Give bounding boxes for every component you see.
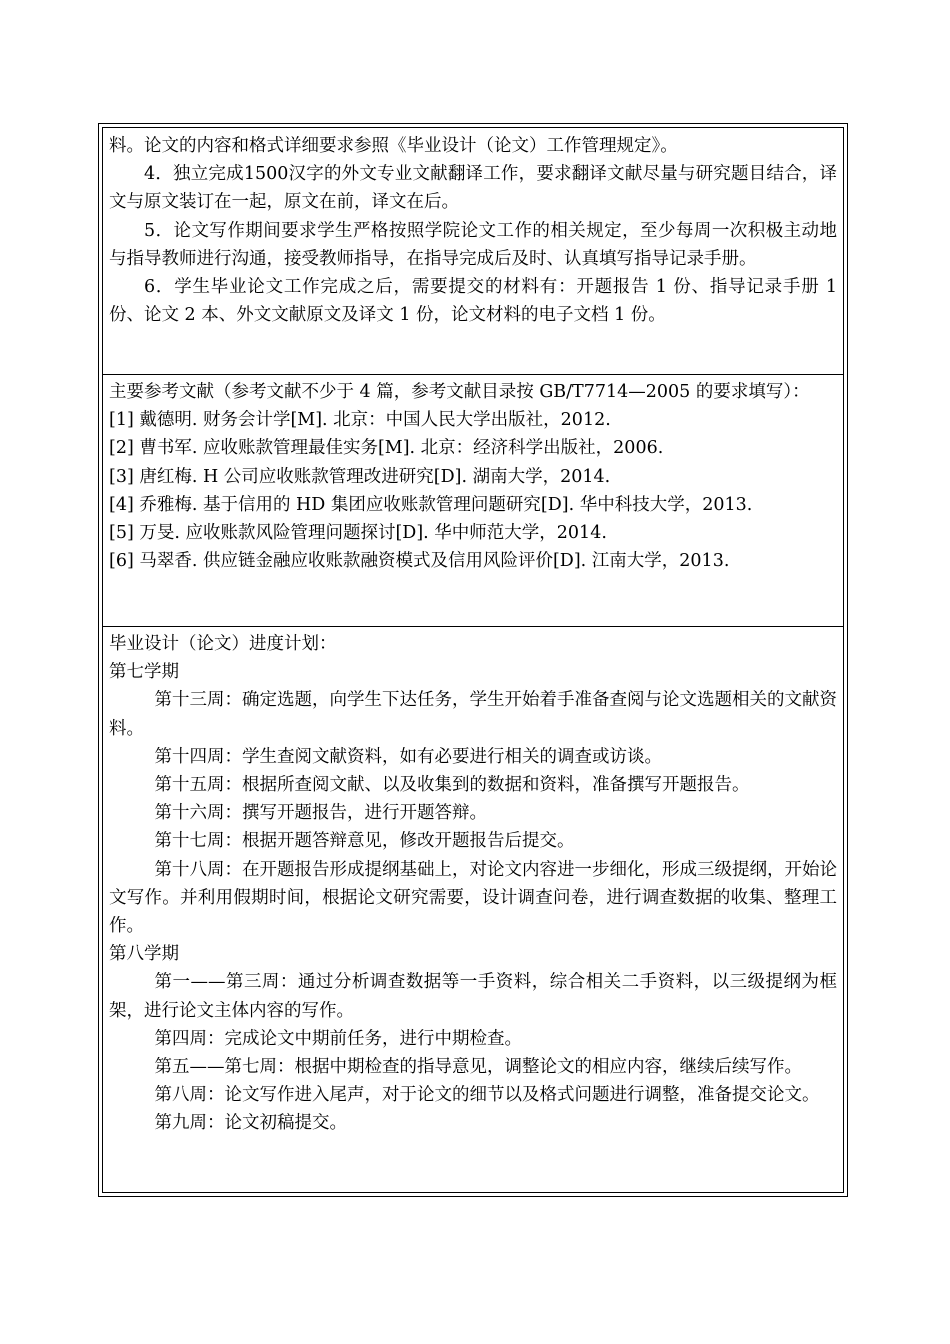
reference-item: [6] 马翠香. 供应链金融应收账款融资模式及信用风险评价[D]. 江南大学，2013. — [109, 551, 730, 572]
references-cell — [103, 375, 843, 627]
reference-item: [4] 乔雅梅. 基于信用的 HD 集团应收账款管理问题研究[D]. 华中科技大学，2013. — [109, 494, 753, 515]
requirements-item-5: 5．论文写作期间要求学生严格按照学院论文工作的相关规定，至少每周一次积极主动地与指导教师进行沟通，接受教师指导，在指导完成后及时、认真填写指导记录手册。 — [109, 220, 837, 269]
requirements-paragraph-continued: 料。论文的内容和格式详细要求参照《毕业设计（论文）工作管理规定》。 — [109, 136, 678, 156]
schedule-item: 第十七周：根据开题答辩意见，修改开题报告后提交。 — [154, 831, 575, 852]
requirements-cell — [103, 128, 843, 375]
schedule-cell — [103, 627, 843, 1192]
references-heading: 主要参考文献（参考文献不少于 4 篇，参考文献目录按 GB/T7714—2005 的要求填写）： — [109, 382, 810, 402]
term-8-label: 第八学期 — [109, 944, 179, 965]
schedule-item: 第十六周：撰写开题报告，进行开题答辩。 — [154, 803, 487, 824]
schedule-item: 第四周：完成论文中期前任务，进行中期检查。 — [154, 1028, 522, 1049]
task-table-outer-border — [98, 123, 848, 1197]
schedule-heading: 毕业设计（论文）进度计划： — [109, 634, 337, 654]
schedule-item: 第十三周：确定选题，向学生下达任务，学生开始着手准备查阅与论文选题相关的文献资料。 — [109, 690, 837, 739]
schedule-item: 第九周：论文初稿提交。 — [154, 1113, 347, 1134]
term-7-label: 第七学期 — [109, 662, 179, 683]
schedule-item: 第十五周：根据所查阅文献、以及收集到的数据和资料，准备撰写开题报告。 — [154, 775, 750, 796]
schedule-item: 第八周：论文写作进入尾声，对于论文的细节以及格式问题进行调整，准备提交论文。 — [154, 1085, 820, 1106]
schedule-item: 第一——第三周：通过分析调查数据等一手资料，综合相关二手资料，以三级提纲为框架，进行论文主体内容的写作。 — [109, 972, 837, 1021]
requirements-item-4: 4．独立完成1500汉字的外文专业文献翻译工作，要求翻译文献尽量与研究题目结合，译文与原文装订在一起，原文在前，译文在后。 — [109, 164, 837, 213]
schedule-item: 第五——第七周：根据中期检查的指导意见，调整论文的相应内容，继续后续写作。 — [154, 1057, 802, 1078]
schedule-item: 第十八周：在开题报告形成提纲基础上，对论文内容进一步细化，形成三级提纲，开始论文写作。并利用假期时间，根据论文研究需要，设计调查问卷，进行调查数据的收集、整理工作。 — [109, 859, 837, 937]
reference-item: [1] 戴德明. 财务会计学[M]. 北京：中国人民大学出版社，2012. — [109, 410, 611, 431]
reference-item: [5] 万旻. 应收账款风险管理问题探讨[D]. 华中师范大学，2014. — [109, 523, 607, 544]
reference-item: [3] 唐红梅. H 公司应收账款管理改进研究[D]. 湖南大学，2014. — [109, 466, 611, 487]
requirements-item-6: 6．学生毕业论文工作完成之后，需要提交的材料有：开题报告 1 份、指导记录手册 1 份、论文 2 本、外文文献原文及译文 1 份，论文材料的电子文档 1 份。 — [109, 277, 837, 326]
task-table — [102, 127, 844, 1193]
schedule-item: 第十四周：学生查阅文献资料，如有必要进行相关的调查或访谈。 — [154, 746, 662, 767]
reference-item: [2] 曹书军. 应收账款管理最佳实务[M]. 北京：经济科学出版社，2006. — [109, 438, 664, 459]
